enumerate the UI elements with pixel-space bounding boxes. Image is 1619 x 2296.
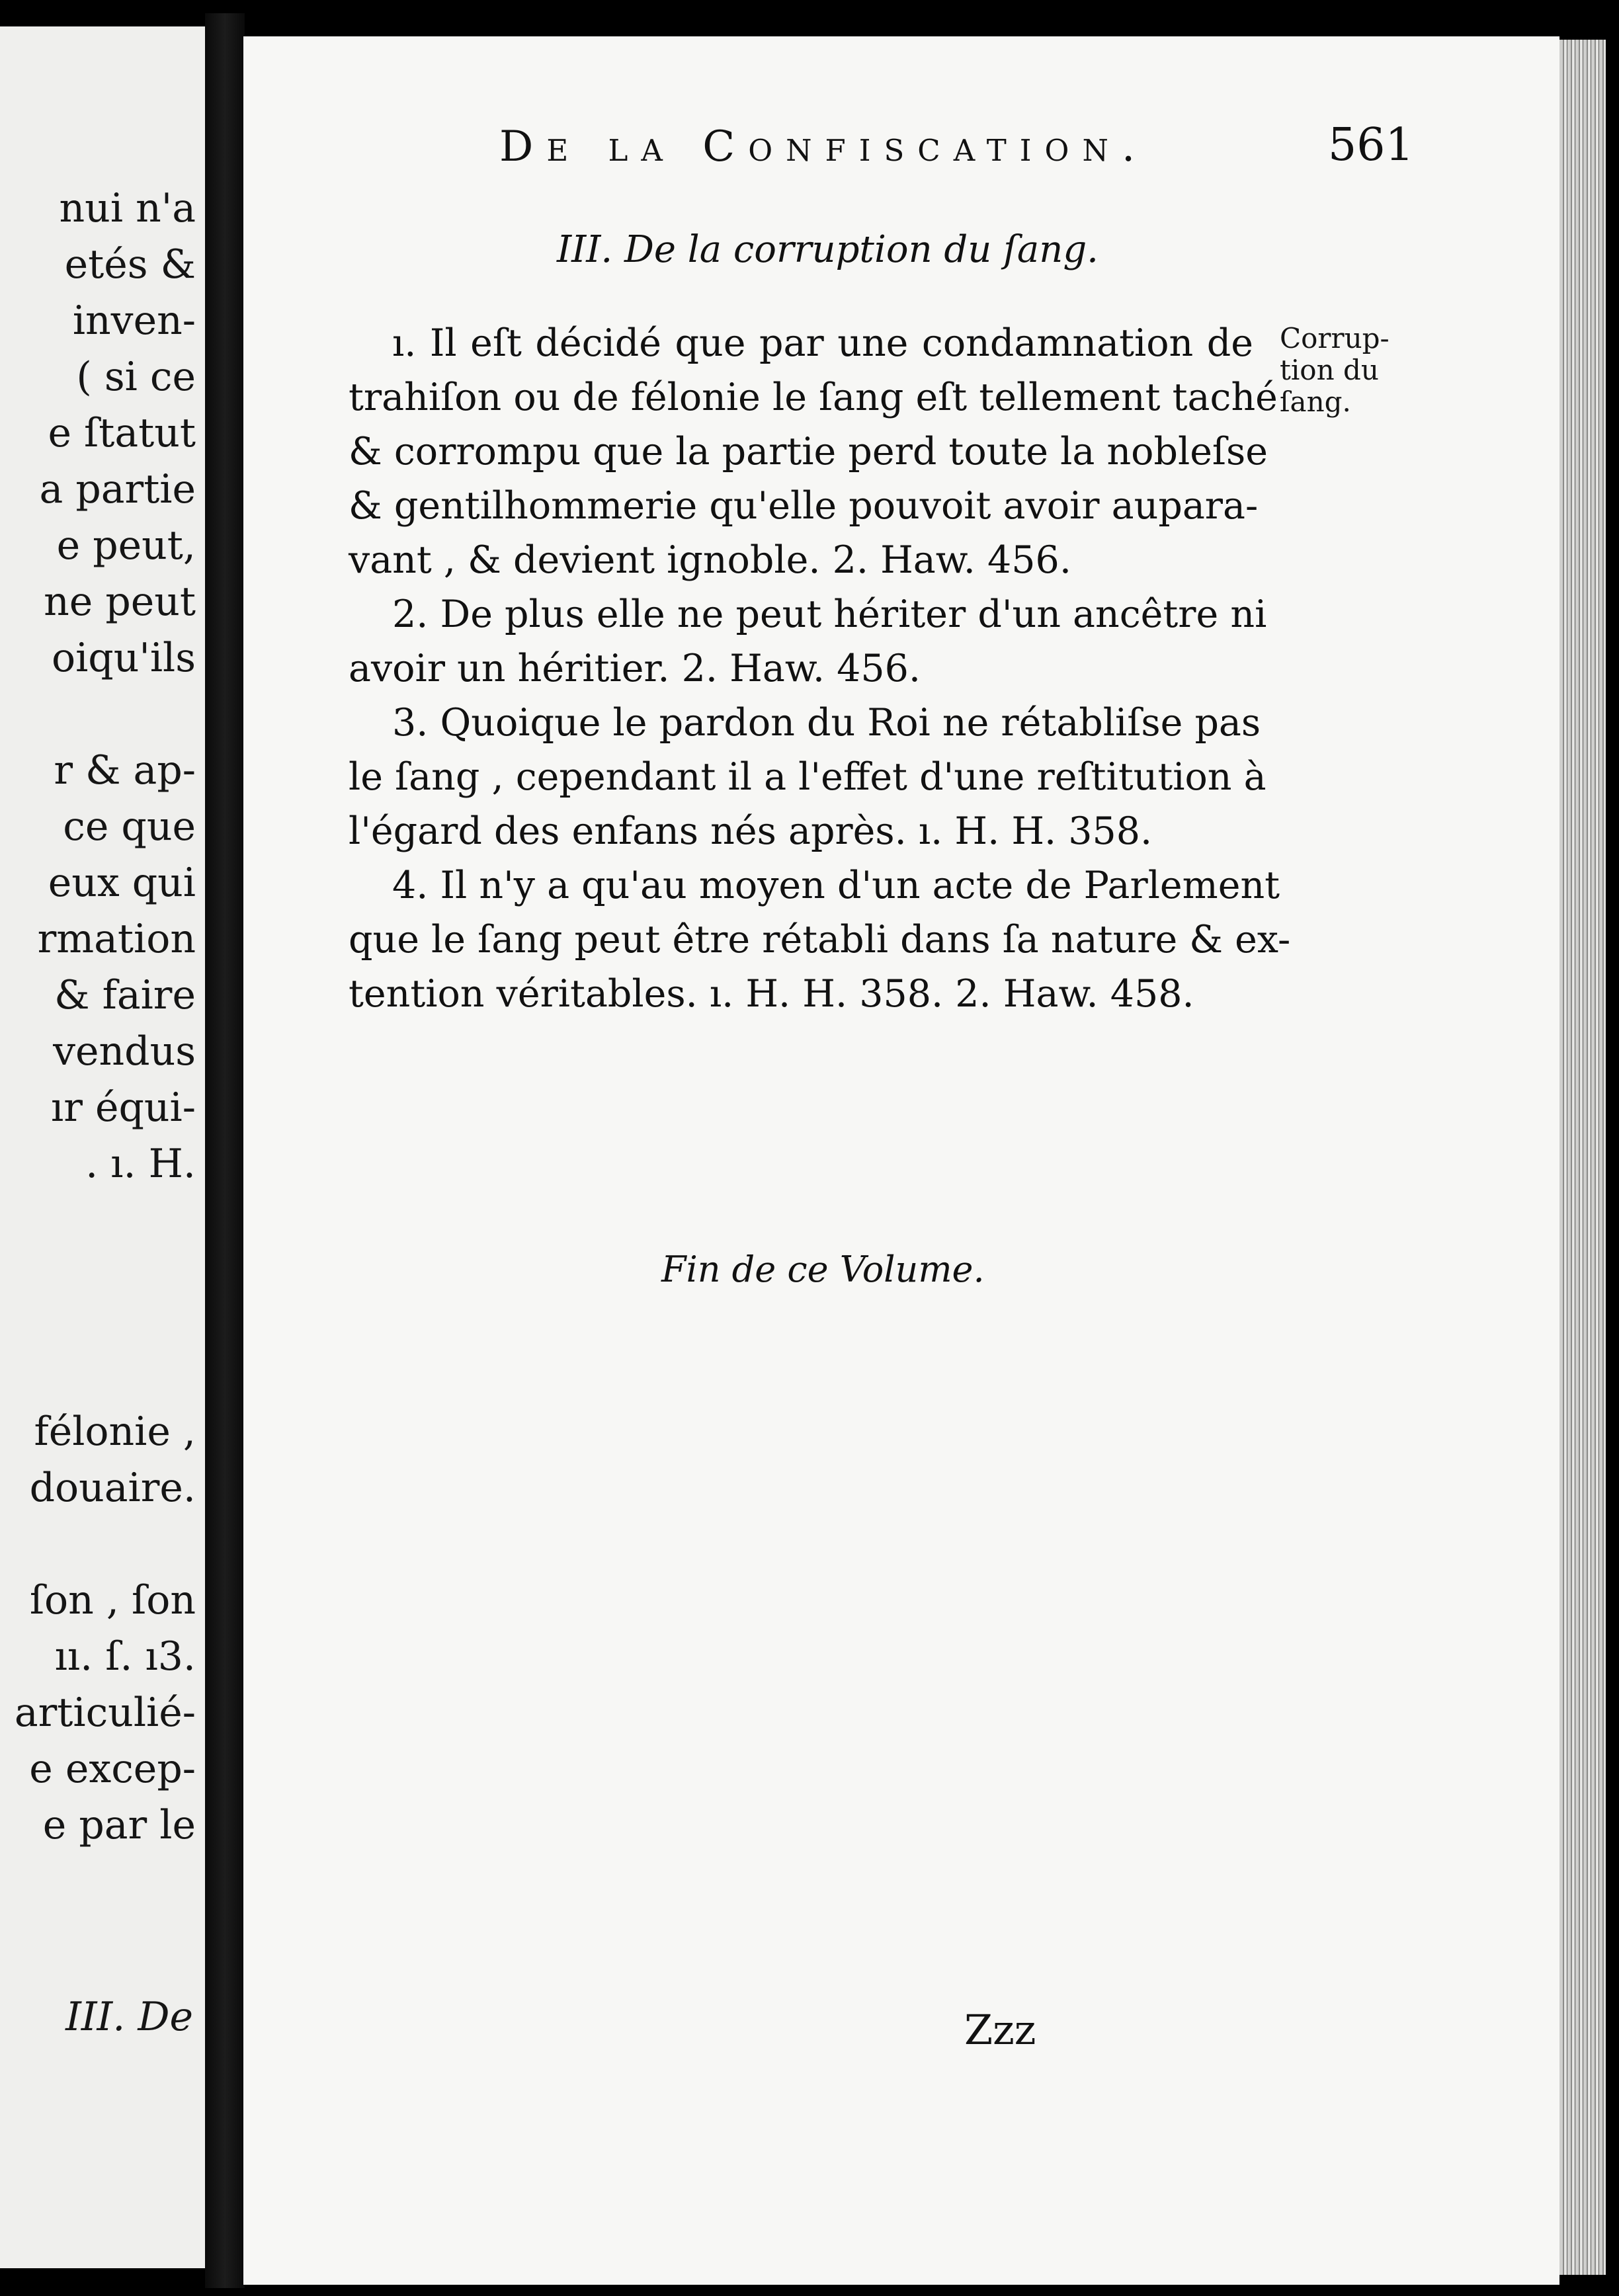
left-page-line: ıı. ſ. ı3.	[54, 1633, 196, 1680]
running-head: De la Confiscation.	[499, 122, 1149, 171]
page-number: 561	[1328, 119, 1414, 171]
left-page-line: oiqu'ils	[51, 635, 196, 681]
left-page-line: etés &	[64, 241, 196, 288]
text-line: 3. Quoique le pardon du Roi ne rétabliſse pas	[392, 701, 1261, 745]
text-line: l'égard des enfans nés après. ı. H. H. 358.	[349, 809, 1153, 853]
left-page-line: r & ap-	[54, 747, 196, 794]
left-page-line: ſon , ſon	[29, 1577, 196, 1623]
left-page-line: rmation	[37, 916, 196, 962]
previous-page	[0, 26, 205, 2268]
left-page-line: félonie ,	[34, 1409, 196, 1455]
text-line: que le ſang peut être rétabli dans ſa nature & ex-	[349, 918, 1291, 962]
marginal-note: Corrup-tion du ſang.	[1280, 322, 1390, 418]
left-page-catchword: III. De	[65, 1994, 193, 2040]
left-page-line: e excep-	[29, 1746, 196, 1792]
body-text	[349, 316, 1291, 1021]
end-of-volume: Fin de ce Volume.	[661, 1249, 985, 1290]
left-page-line: & faire	[54, 972, 196, 1018]
left-page-line: ne peut	[44, 579, 196, 625]
text-line: ı. Il eſt décidé que par une condamnation de	[392, 321, 1253, 365]
section-title: III. De la corruption du ſang.	[557, 228, 1099, 271]
text-line: 4. Il n'y a qu'au moyen d'un acte de Parlement	[392, 864, 1280, 907]
text-line: le ſang , cependant il a l'effet d'une reſtitution à	[349, 755, 1266, 799]
left-page-line: e ſtatut	[48, 410, 196, 456]
book-gutter	[205, 13, 245, 2288]
left-page-line: e peut,	[56, 522, 196, 569]
left-page-line: a partie	[39, 466, 196, 512]
left-page-line: ce que	[63, 803, 196, 850]
left-page-line: articulié-	[14, 1690, 196, 1736]
left-page-line: nui n'a	[59, 185, 196, 231]
text-line: trahiſon ou de félonie le ſang eſt tellement taché	[349, 376, 1278, 419]
left-page-line: ır équi-	[51, 1085, 196, 1131]
printer-signature: Zzz	[964, 2006, 1036, 2054]
text-line: & corrompu que la partie perd toute la nobleſse	[349, 430, 1268, 473]
text-line: & gentilhommerie qu'elle pouvoit avoir aupara-	[349, 484, 1259, 528]
scan-border	[1606, 0, 1619, 2296]
text-line: 2. De plus elle ne peut hériter d'un ancêtre ni	[392, 593, 1267, 636]
page-edges	[1559, 40, 1606, 2275]
text-line: avoir un héritier. 2. Haw. 456.	[349, 647, 921, 690]
left-page-line: eux qui	[48, 860, 196, 906]
left-page-line: vendus	[53, 1028, 196, 1075]
left-page-line: ( si ce	[76, 354, 196, 400]
left-page-line: inven-	[72, 298, 196, 344]
text-line: tention véritables. ı. H. H. 358. 2. Haw. 458.	[349, 972, 1194, 1016]
left-page-line: . ı. H.	[85, 1141, 196, 1187]
left-page-line: e par le	[42, 1802, 196, 1848]
text-line: vant , & devient ignoble. 2. Haw. 456.	[349, 538, 1071, 582]
left-page-line: douaire.	[29, 1465, 196, 1511]
